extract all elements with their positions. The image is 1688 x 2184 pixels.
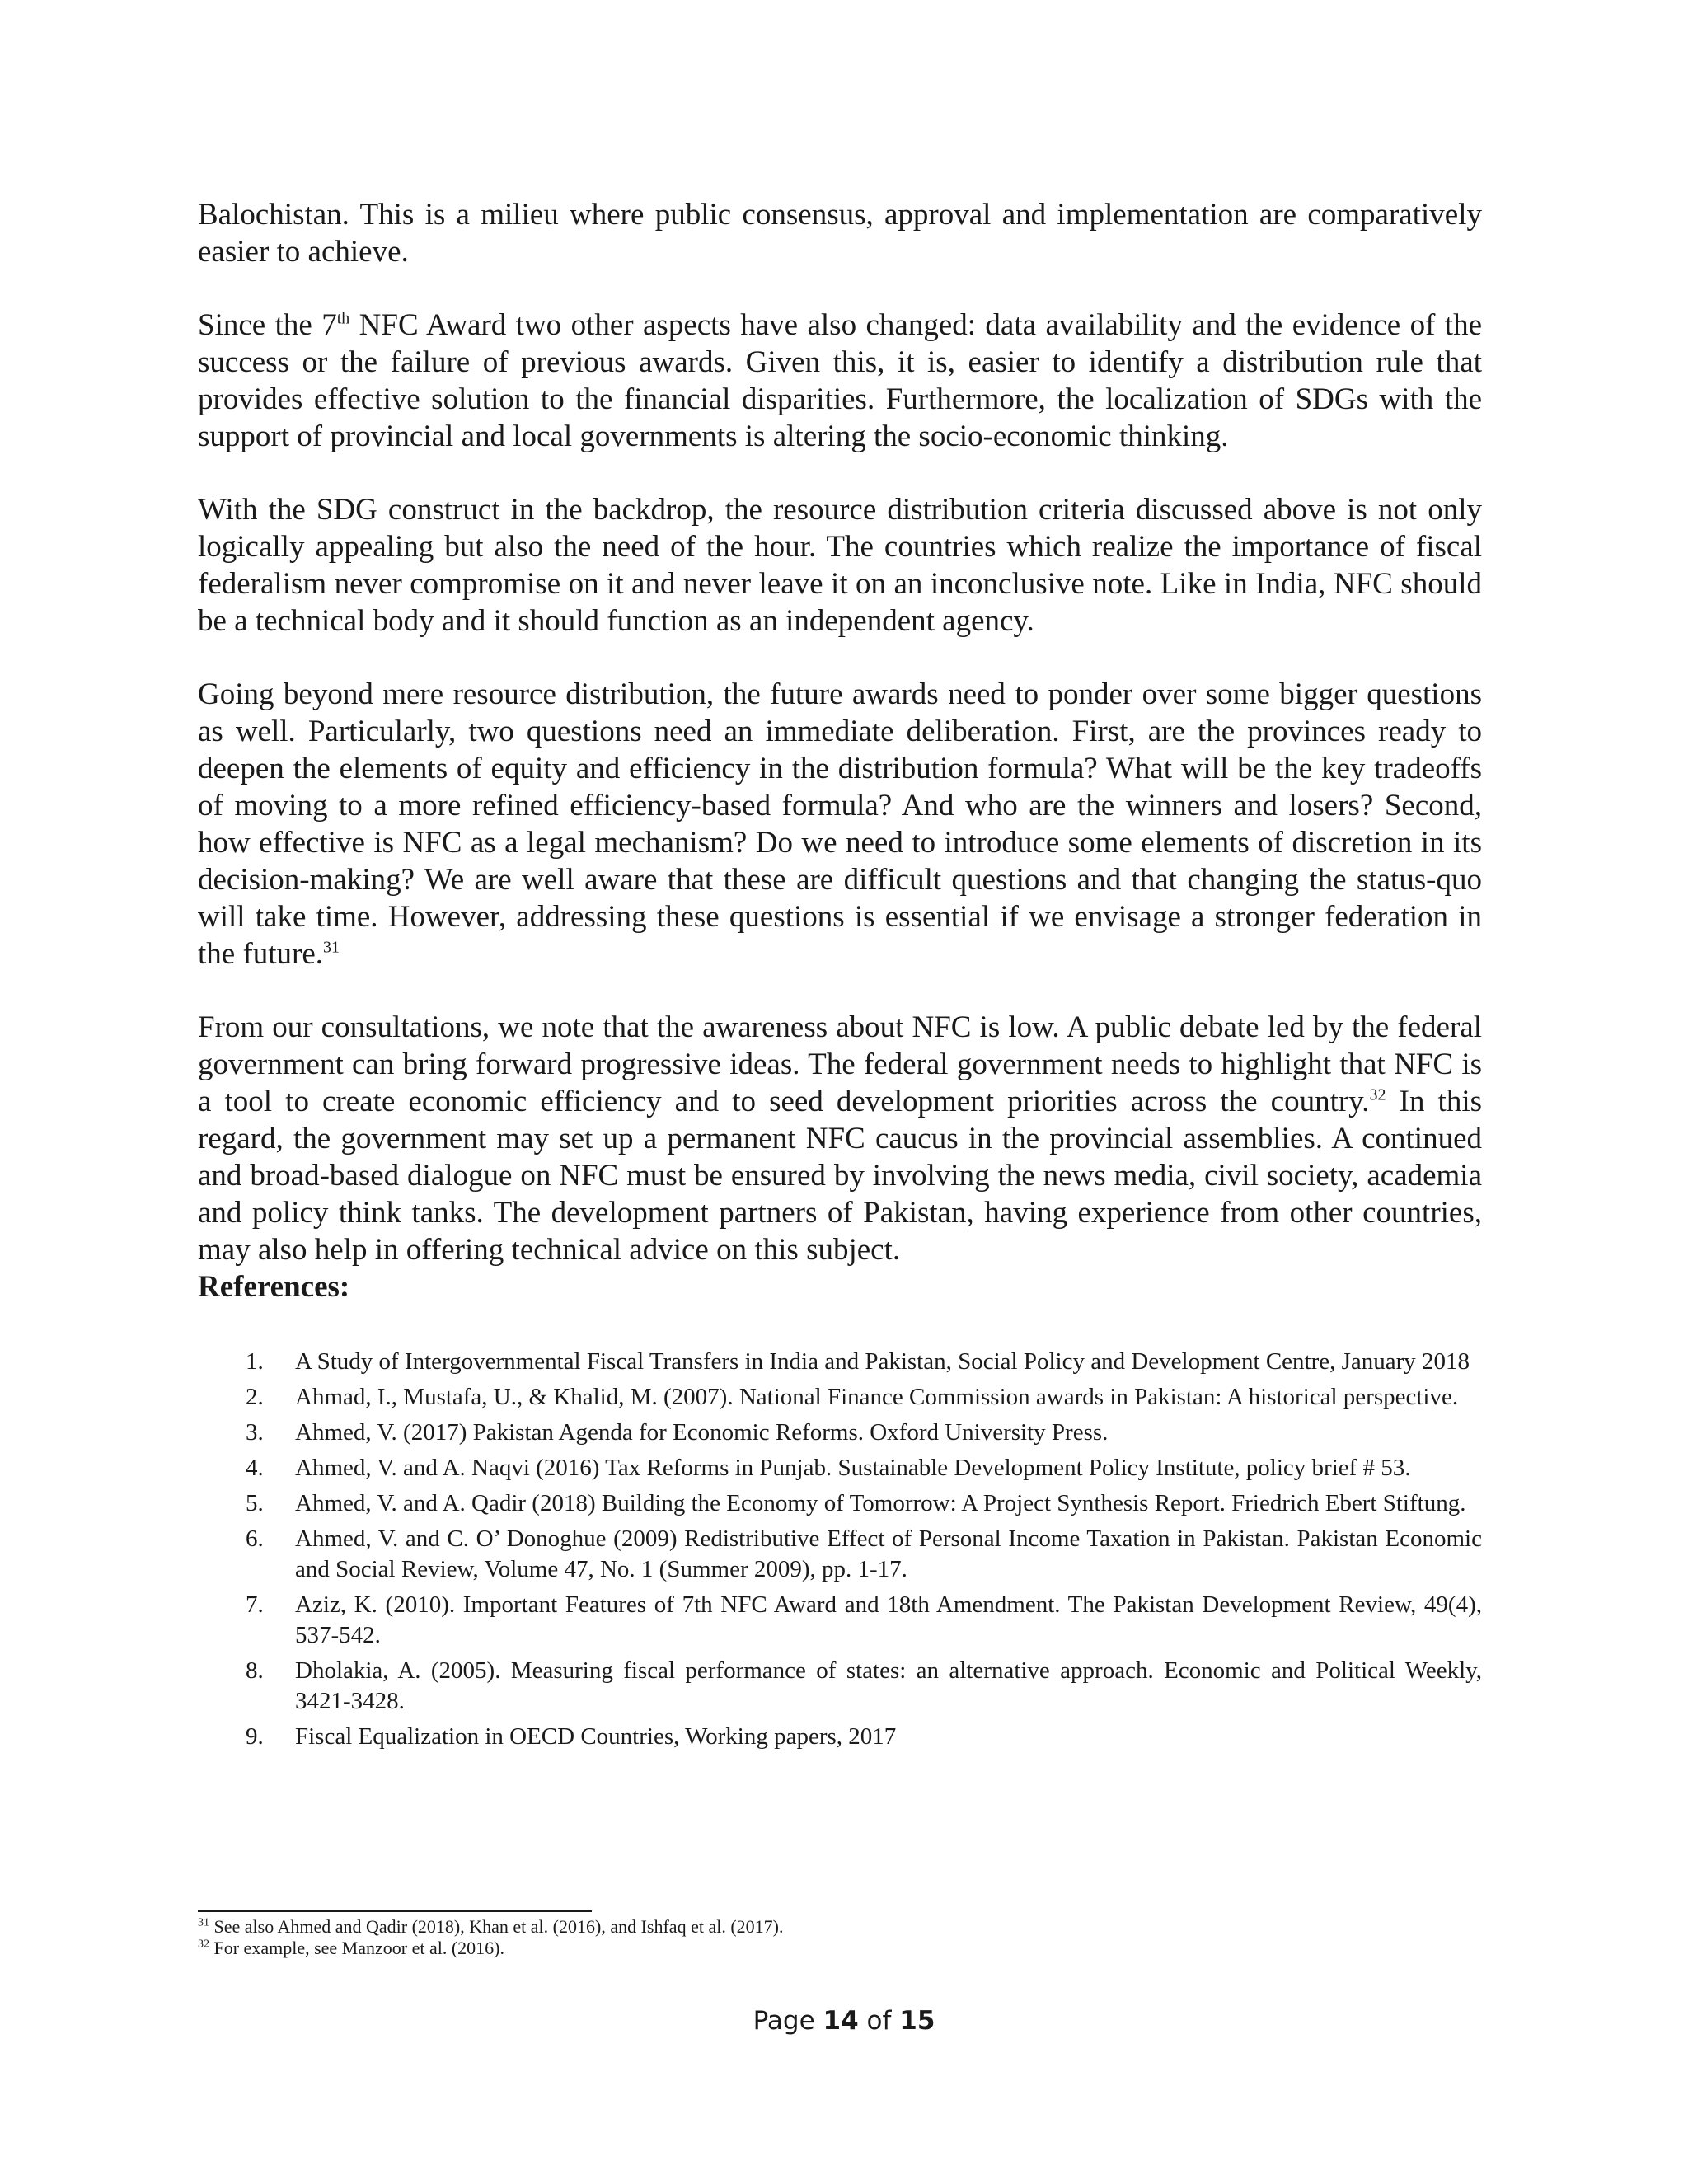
reference-item: 6. Ahmed, V. and C. O’ Donoghue (2009) Redistributive Effect of Personal Income Taxation in Pakistan. Pakistan Economic and Social Review, Volume 47, No. 1 (Summer 2009), pp. 1-17. xyxy=(246,1526,1482,1582)
paragraph-1: Balochistan. This is a milieu where public consensus, approval and implementation are comparatively easier to achieve. xyxy=(198,198,1482,269)
reference-item: 2. Ahmad, I., Mustafa, U., & Khalid, M. (2007). National Finance Commission awards in Pakistan: A historical perspective. xyxy=(246,1384,1459,1410)
paragraph-4: Going beyond mere resource distribution, the future awards need to ponder over some bigger questions as well. Particularly, two questions need an immediate deliberation. First, are the provinces ready to deepen the elements of equity and efficiency in the distribution formula? What will be the key tradeoffs of moving to a more refined efficiency-based formula? And who are the winners and losers? Second, how effective is NFC as a legal mechanism? Do we need to introduce some elements of discretion in its decision-making? We are well aware that these are difficult questions and that changing the status-quo will take time. However, addressing these questions is essential if we envisage a stronger federation in the future.$^{31}$ xyxy=(198,677,1482,971)
body-text xyxy=(198,196,1482,1342)
footnote-ref-31[interactable]: 31 xyxy=(323,938,340,957)
paragraph-2: Since the 7th NFC Award two other aspects have also changed: data availability and the evidence of the success or the failure of previous awards. Given this, it is, easier to identify a distribution rule that provides effective solution to the financial disparities. Furthermore, the localization of SDGs with the support of provincial and local governments is altering the socio-economic thinking. xyxy=(198,308,1482,453)
superscript-th: th xyxy=(336,309,350,328)
reference-item: 9. Fiscal Equalization in OECD Countries, Working papers, 2017 xyxy=(246,1723,897,1750)
reference-item: 5. Ahmed, V. and A. Qadir (2018) Building the Economy of Tomorrow: A Project Synthesis Report. Friedrich Ebert Stiftung. xyxy=(246,1490,1466,1516)
footnote-32: $^{32}$ For example, see Manzoor et al. (2016). xyxy=(198,1938,504,1958)
footnote-ref-32[interactable]: 32 xyxy=(1369,1085,1386,1104)
paragraph-5: From our consultations, we note that the awareness about NFC is low. A public debate led by the federal government can bring forward progressive ideas. The federal government needs to highlight that NFC is a tool to create economic efficiency and to seed development priorities across the country.$^{32}$ In this regard, the government may set up a permanent NFC caucus in the provincial assemblies. A continued and broad-based dialogue on NFC must be ensured by involving the news media, civil society, academia and policy think tanks. The development partners of Pakistan, having experience from other countries, may also help in offering technical advice on this subject. xyxy=(198,1010,1483,1267)
reference-item: 7. Aziz, K. (2010). Important Features of 7th NFC Award and 18th Amendment. The Pakistan Development Review, 49(4), 537-542. xyxy=(246,1591,1482,1648)
footnote-31: $^{31}$ See also Ahmed and Qadir (2018), Khan et al. (2016), and Ishfaq et al. (2017). xyxy=(198,1916,784,1937)
reference-item: 8. Dholakia, A. (2005). Measuring fiscal performance of states: an alternative approach. Economic and Political Weekly, 3421-3428. xyxy=(246,1657,1482,1714)
reference-item: 4. Ahmed, V. and A. Naqvi (2016) Tax Reforms in Punjab. Sustainable Development Policy Institute, policy brief # 53. xyxy=(246,1455,1411,1481)
footnotes xyxy=(198,1916,783,1959)
reference-item: 3. Ahmed, V. (2017) Pakistan Agenda for Economic Reforms. Oxford University Press. xyxy=(246,1419,1109,1446)
references-list xyxy=(198,1347,1482,1757)
references-heading: References: xyxy=(198,1270,350,1304)
page-number: Page 14 of 15 xyxy=(753,2006,935,2036)
footnote-divider xyxy=(198,1910,592,1912)
reference-item: 1. A Study of Intergovernmental Fiscal Transfers in India and Pakistan, Social Policy and Development Centre, January 2018 xyxy=(246,1348,1470,1375)
paragraph-3: With the SDG construct in the backdrop, the resource distribution criteria discussed above is not only logically appealing but also the need of the hour. The countries which realize the importance of fiscal federalism never compromise on it and never leave it on an inconclusive note. Like in India, NFC should be a technical body and it should function as an independent agency. xyxy=(198,493,1482,638)
